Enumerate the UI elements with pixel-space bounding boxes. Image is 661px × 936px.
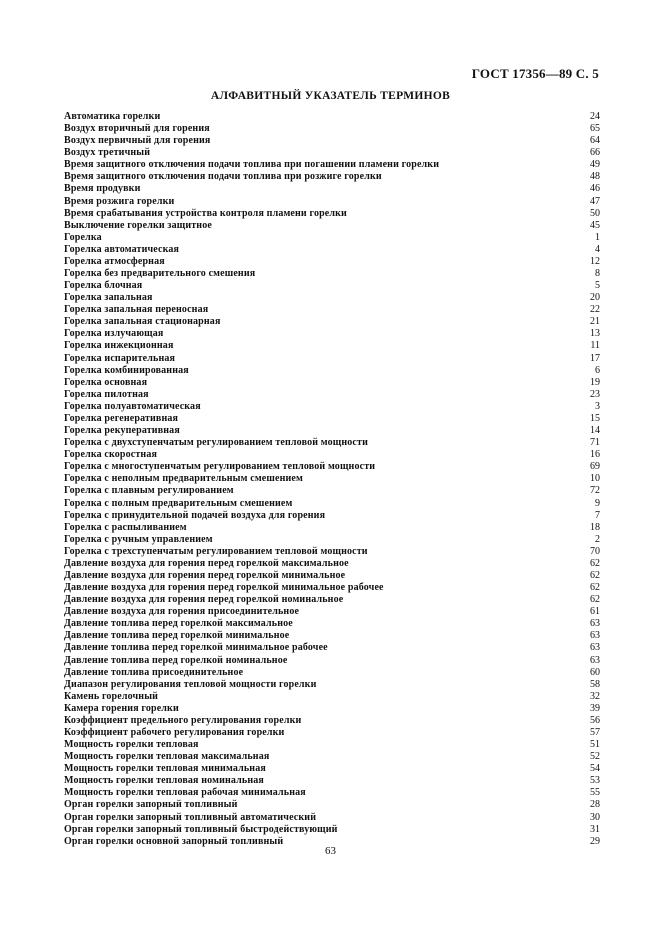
index-entry — [64, 534, 600, 546]
index-entry — [64, 473, 600, 485]
index-entry-term: Мощность горелки тепловая номинальная — [64, 775, 264, 787]
index-entry-term: Давление воздуха для горения присоединительное — [64, 606, 300, 618]
index-entry — [64, 328, 600, 340]
index-entry-term: Мощность горелки тепловая максимальная — [64, 751, 270, 763]
index-entry-ref: 63 — [590, 618, 600, 630]
index-entry-term: Горелка с плавным регулированием — [64, 485, 234, 497]
index-entry-ref: 54 — [590, 763, 600, 775]
index-entry-ref: 21 — [590, 316, 600, 328]
index-entry-ref: 9 — [595, 497, 600, 509]
index-entry-term: Горелка запальная стационарная — [64, 316, 221, 328]
index-entry — [64, 824, 600, 836]
index-entry-term: Горелка комбинированная — [64, 364, 189, 376]
index-entry-term: Диапазон регулирования тепловой мощности горелки — [64, 678, 317, 690]
index-entry — [64, 618, 600, 630]
index-entry — [64, 449, 600, 461]
index-entry-term: Давление воздуха для горения перед горелкой минимальное — [64, 569, 346, 581]
index-entry-term: Давление топлива перед горелкой максимальное — [64, 618, 293, 630]
index-entry-ref: 31 — [590, 823, 600, 835]
index-entry-term: Воздух третичный — [64, 147, 151, 159]
index-entry-ref: 18 — [590, 521, 600, 533]
index-entry-ref: 63 — [590, 642, 600, 654]
index-entry — [64, 461, 600, 473]
index-entry-term: Горелка с двухступенчатым регулированием тепловой мощности — [64, 437, 368, 449]
index-entry — [64, 183, 600, 195]
index-entry-term: Горелка инжекционная — [64, 340, 174, 352]
index-entry-term: Горелка испарительная — [64, 352, 176, 364]
index-entry-ref: 15 — [590, 412, 600, 424]
index-entry-ref: 12 — [590, 255, 600, 267]
index-entry-ref: 63 — [590, 654, 600, 666]
index-entry-term: Горелка с принудительной подачей воздуха для горения — [64, 509, 326, 521]
index-entry-term: Мощность горелки тепловая рабочая минимальная — [64, 787, 306, 799]
index-entry — [64, 787, 600, 799]
index-entry — [64, 208, 600, 220]
index-entry-term: Камень горелочный — [64, 690, 159, 702]
index-entry — [64, 123, 600, 135]
index-entry-ref: 64 — [590, 135, 600, 147]
term-index-list — [64, 111, 600, 848]
index-entry — [64, 763, 600, 775]
index-entry-term: Мощность горелки тепловая минимальная — [64, 763, 266, 775]
index-entry-term: Горелка — [64, 231, 102, 243]
index-entry-ref: 69 — [590, 461, 600, 473]
index-entry — [64, 727, 600, 739]
index-entry — [64, 340, 600, 352]
index-entry-ref: 1 — [595, 231, 600, 243]
index-entry-ref: 66 — [590, 147, 600, 159]
index-entry-term: Время защитного отключения подачи топлива при розжиге горелки — [64, 171, 382, 183]
index-entry-ref: 63 — [590, 630, 600, 642]
index-entry — [64, 715, 600, 727]
index-entry — [64, 522, 600, 534]
index-entry-term: Горелка пилотная — [64, 388, 149, 400]
index-entry-ref: 32 — [590, 690, 600, 702]
index-entry-term: Выключение горелки защитное — [64, 219, 212, 231]
index-entry — [64, 389, 600, 401]
index-entry-term: Коэффициент рабочего регулирования горелки — [64, 726, 285, 738]
index-entry-ref: 24 — [590, 111, 600, 122]
index-entry-term: Время продувки — [64, 183, 141, 195]
index-entry — [64, 667, 600, 679]
index-entry-term: Горелка атмосферная — [64, 255, 165, 267]
index-entry — [64, 135, 600, 147]
index-entry-ref: 14 — [590, 425, 600, 437]
index-entry-ref: 53 — [590, 775, 600, 787]
index-entry — [64, 703, 600, 715]
index-entry — [64, 751, 600, 763]
index-entry-ref: 3 — [595, 400, 600, 412]
index-entry — [64, 437, 600, 449]
index-entry-ref: 72 — [590, 485, 600, 497]
index-entry — [64, 606, 600, 618]
index-entry — [64, 594, 600, 606]
index-entry-ref: 6 — [595, 364, 600, 376]
index-entry-ref: 11 — [590, 340, 600, 352]
index-entry — [64, 630, 600, 642]
index-entry — [64, 498, 600, 510]
index-entry-term: Время срабатывания устройства контроля пламени горелки — [64, 207, 347, 219]
index-entry-term: Давление воздуха для горения перед горелкой номинальное — [64, 594, 344, 606]
index-entry-ref: 47 — [590, 195, 600, 207]
index-entry — [64, 799, 600, 811]
index-entry-term: Давление воздуха для горения перед горелкой максимальное — [64, 557, 349, 569]
index-entry-term: Орган горелки запорный топливный быстродействующий — [64, 823, 338, 835]
index-entry-term: Горелка с ручным управлением — [64, 533, 213, 545]
index-entry-term: Горелка автоматическая — [64, 243, 180, 255]
index-entry-ref: 7 — [595, 509, 600, 521]
index-entry-term: Горелка регенеративная — [64, 412, 179, 424]
index-entry — [64, 582, 600, 594]
index-entry-term: Горелка с трехступенчатым регулированием тепловой мощности — [64, 545, 368, 557]
index-entry — [64, 232, 600, 244]
index-title: АЛФАВИТНЫЙ УКАЗАТЕЛЬ ТЕРМИНОВ — [210, 90, 451, 102]
index-entry-ref: 28 — [590, 799, 600, 811]
index-entry-ref: 30 — [590, 811, 600, 823]
index-entry-ref: 29 — [590, 835, 600, 847]
index-entry — [64, 739, 600, 751]
index-entry — [64, 111, 600, 123]
index-entry-ref: 45 — [590, 219, 600, 231]
index-entry-term: Горелка с распыливанием — [64, 521, 187, 533]
index-entry — [64, 244, 600, 256]
index-entry-term: Горелка с полным предварительным смешением — [64, 497, 293, 509]
index-entry-ref: 71 — [590, 437, 600, 449]
index-entry — [64, 353, 600, 365]
index-entry-term: Давление топлива присоединительное — [64, 666, 244, 678]
index-entry — [64, 220, 600, 232]
index-entry — [64, 510, 600, 522]
index-entry-ref: 62 — [590, 594, 600, 606]
index-entry — [64, 147, 600, 159]
index-entry-ref: 39 — [590, 702, 600, 714]
index-entry-ref: 46 — [590, 183, 600, 195]
index-entry-term: Камера горения горелки — [64, 702, 179, 714]
index-entry-ref: 2 — [595, 533, 600, 545]
index-entry-ref: 49 — [590, 159, 600, 171]
index-entry-ref: 56 — [590, 714, 600, 726]
index-entry-ref: 51 — [590, 739, 600, 751]
index-entry-ref: 23 — [590, 388, 600, 400]
index-entry-term: Орган горелки основной запорный топливный — [64, 835, 284, 847]
index-entry-term: Горелка основная — [64, 376, 148, 388]
index-entry — [64, 365, 600, 377]
index-entry — [64, 256, 600, 268]
index-entry — [64, 775, 600, 787]
index-entry-term: Горелка с многоступенчатым регулированием тепловой мощности — [64, 461, 376, 473]
index-entry-ref: 22 — [590, 304, 600, 316]
index-entry-term: Давление топлива перед горелкой минимальное рабочее — [64, 642, 328, 654]
page-number: 63 — [325, 845, 336, 857]
index-entry — [64, 377, 600, 389]
index-entry — [64, 485, 600, 497]
index-entry — [64, 570, 600, 582]
index-entry — [64, 159, 600, 171]
index-entry-ref: 48 — [590, 171, 600, 183]
index-entry-ref: 65 — [590, 123, 600, 135]
index-entry-ref: 60 — [590, 666, 600, 678]
index-entry-ref: 20 — [590, 292, 600, 304]
index-entry-term: Давление топлива перед горелкой номинальное — [64, 654, 288, 666]
index-entry-term: Орган горелки запорный топливный автоматический — [64, 811, 317, 823]
index-entry — [64, 546, 600, 558]
index-entry — [64, 316, 600, 328]
index-entry-ref: 17 — [590, 352, 600, 364]
index-entry-term: Горелка скоростная — [64, 449, 158, 461]
index-entry — [64, 691, 600, 703]
index-entry-term: Горелка запальная переносная — [64, 304, 209, 316]
index-entry-term: Горелка излучающая — [64, 328, 164, 340]
index-entry-ref: 10 — [590, 473, 600, 485]
index-entry — [64, 401, 600, 413]
index-entry-ref: 13 — [590, 328, 600, 340]
index-entry — [64, 292, 600, 304]
index-entry-term: Горелка без предварительного смешения — [64, 268, 256, 280]
index-entry-term: Горелка с неполным предварительным смешением — [64, 473, 303, 485]
index-entry — [64, 171, 600, 183]
index-entry-ref: 61 — [590, 606, 600, 618]
index-entry-ref: 62 — [590, 582, 600, 594]
index-entry-term: Время защитного отключения подачи топлива при погашении пламени горелки — [64, 159, 440, 171]
index-entry-term: Орган горелки запорный топливный — [64, 799, 238, 811]
index-entry — [64, 413, 600, 425]
index-entry — [64, 268, 600, 280]
index-entry-ref: 4 — [595, 243, 600, 255]
index-entry — [64, 196, 600, 208]
page-header-standard-ref: ГОСТ 17356—89 С. 5 — [471, 66, 599, 81]
index-entry-ref: 50 — [590, 207, 600, 219]
index-entry-ref: 19 — [590, 376, 600, 388]
index-entry-term: Горелка рекуперативная — [64, 425, 180, 437]
index-entry — [64, 655, 600, 667]
index-entry-term: Горелка блочная — [64, 280, 143, 292]
index-entry — [64, 812, 600, 824]
index-entry — [64, 280, 600, 292]
index-entry-ref: 52 — [590, 751, 600, 763]
index-entry-term: Мощность горелки тепловая — [64, 739, 199, 751]
index-entry-ref: 70 — [590, 545, 600, 557]
index-entry-ref: 55 — [590, 787, 600, 799]
index-entry — [64, 679, 600, 691]
index-entry-ref: 5 — [595, 280, 600, 292]
index-entry-term: Автоматика горелки — [64, 111, 161, 122]
index-entry-term: Горелка запальная — [64, 292, 153, 304]
index-entry-ref: 62 — [590, 557, 600, 569]
index-entry-term: Горелка полуавтоматическая — [64, 400, 201, 412]
index-entry-term: Время розжига горелки — [64, 195, 175, 207]
index-entry — [64, 642, 600, 654]
index-entry-ref: 8 — [595, 268, 600, 280]
index-entry-term: Воздух первичный для горения — [64, 135, 211, 147]
index-entry — [64, 558, 600, 570]
index-entry-ref: 16 — [590, 449, 600, 461]
index-entry — [64, 425, 600, 437]
index-entry — [64, 304, 600, 316]
index-entry-ref: 62 — [590, 569, 600, 581]
index-entry-term: Давление воздуха для горения перед горелкой минимальное рабочее — [64, 582, 384, 594]
index-entry-term: Коэффициент предельного регулирования горелки — [64, 714, 302, 726]
index-entry-ref: 58 — [590, 678, 600, 690]
index-entry-term: Давление топлива перед горелкой минимальное — [64, 630, 290, 642]
index-entry-term: Воздух вторичный для горения — [64, 123, 210, 135]
index-entry-ref: 57 — [590, 726, 600, 738]
